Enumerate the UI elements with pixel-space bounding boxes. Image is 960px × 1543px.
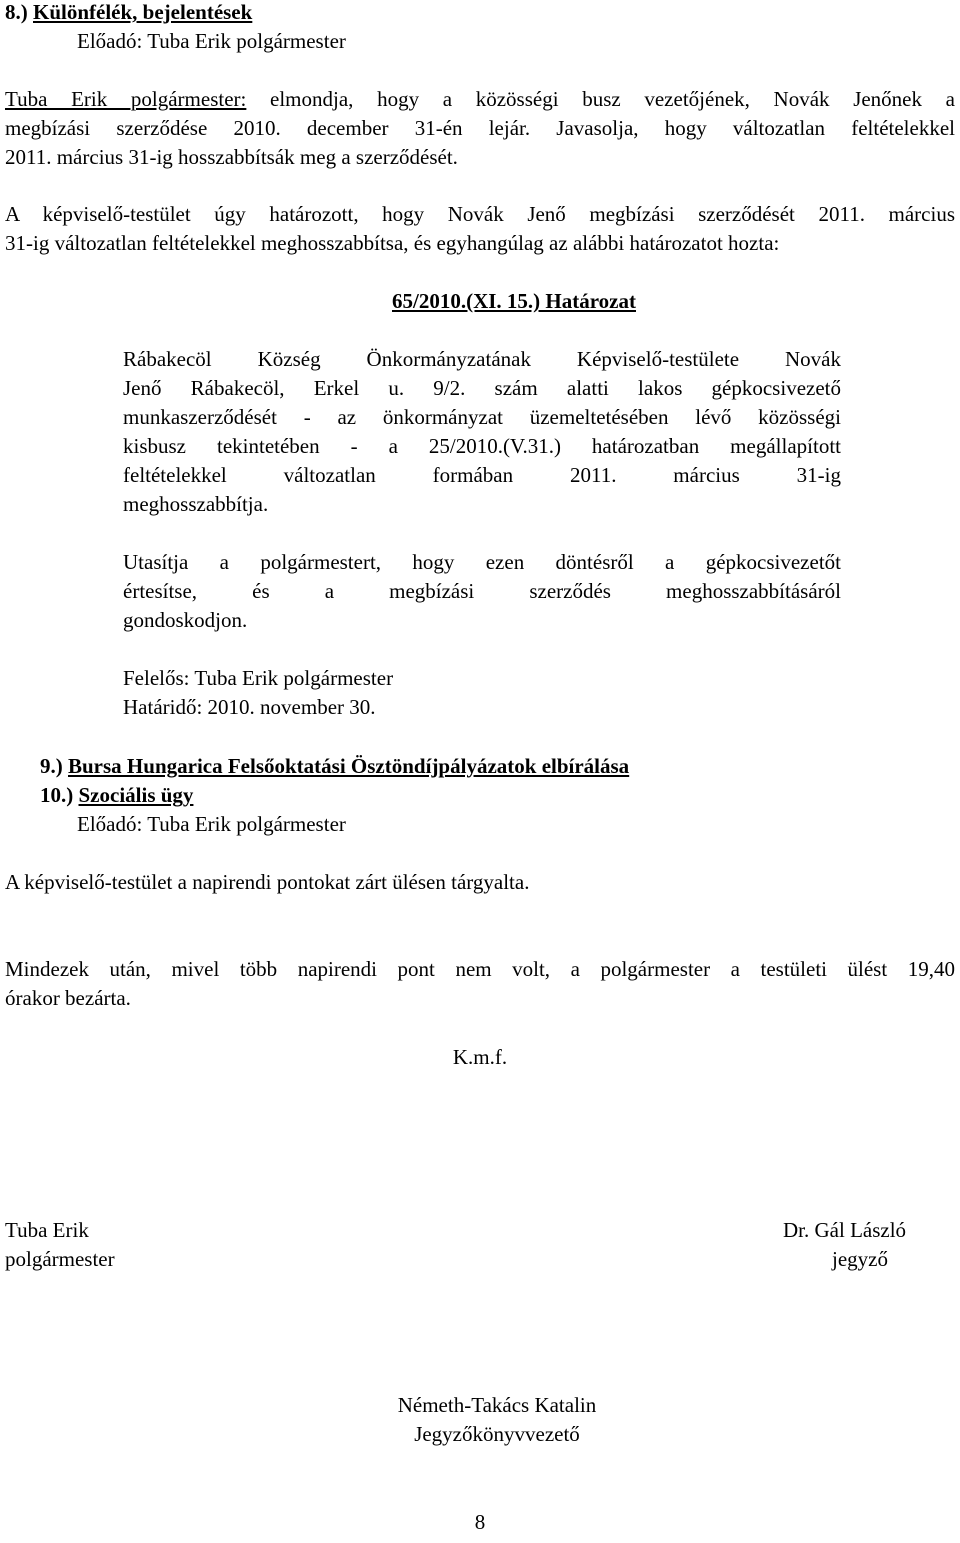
speaker-label: Tuba Erik polgármester: <box>5 87 247 111</box>
para2-line1: A képviselő-testület úgy határozott, hogy Novák Jenő megbízási szerződését 2011. március <box>5 202 955 226</box>
mayor-name: Tuba Erik <box>5 1218 89 1242</box>
mayor-title: polgármester <box>5 1247 115 1271</box>
resolution-heading: 65/2010.(XI. 15.) Határozat <box>392 289 636 313</box>
instruction-line: Utasítja a polgármestert, hogy ezen döntésről a gépkocsivezetőt <box>123 550 841 574</box>
section-9-heading <box>40 752 629 781</box>
resolution-line: Jenő Rábakecöl, Erkel u. 9/2. szám alatti lakos gépkocsivezető <box>123 376 841 400</box>
resolution-line: kisbusz tekintetében - a 25/2010.(V.31.) határozatban megállapított <box>123 434 841 458</box>
notary-title: jegyző <box>832 1247 888 1271</box>
resolution-line: meghosszabbítja. <box>123 492 269 516</box>
section-10-title: Szociális ügy <box>78 783 194 807</box>
closed-session-note: A képviselő-testület a napirendi pontokat zárt ülésen tárgyalta. <box>5 870 530 894</box>
recorder-title: Jegyzőkönyvvezető <box>414 1422 580 1446</box>
section-10-number: 10.) <box>40 783 74 807</box>
page-number: 8 <box>474 1510 486 1534</box>
resolution-line: Rábakecöl Község Önkormányzatának Képviselő-testülete Novák <box>123 347 841 371</box>
section-8-title: Különfélék, bejelentések <box>33 0 253 24</box>
para2-line2: 31-ig változatlan feltételekkel meghosszabbítsa, és egyhangúlag az alábbi határozatot hozta: <box>5 231 780 255</box>
section-9-number: 9.) <box>40 754 63 778</box>
deadline: Határidő: 2010. november 30. <box>123 695 376 719</box>
para1-line1-text: elmondja, hogy a közösségi busz vezetőjének, Novák Jenőnek a <box>246 87 955 111</box>
closing-line2: órakor bezárta. <box>5 986 131 1010</box>
kmf: K.m.f. <box>452 1045 508 1069</box>
notary-name: Dr. Gál László <box>783 1218 907 1242</box>
section-9-title: Bursa Hungarica Felsőoktatási Ösztöndíjpályázatok elbírálása <box>68 754 630 778</box>
closing-line1: Mindezek után, mivel több napirendi pont nem volt, a polgármester a testületi ülést 19,40 <box>5 957 955 981</box>
para1-line3: 2011. március 31-ig hosszabbítsák meg a szerződését. <box>5 145 458 169</box>
para1-line1 <box>5 85 955 114</box>
resolution-line: feltételekkel változatlan formában 2011. március 31-ig <box>123 463 841 487</box>
section-10-heading <box>40 781 193 810</box>
instruction-line: gondoskodjon. <box>123 608 248 632</box>
section-8-number: 8.) <box>5 0 28 24</box>
section-8-presenter: Előadó: Tuba Erik polgármester <box>77 29 346 53</box>
resolution-line: munkaszerződését - az önkormányzat üzemeltetésében lévő közösségi <box>123 405 841 429</box>
section-8-heading <box>5 0 252 27</box>
responsible: Felelős: Tuba Erik polgármester <box>123 666 394 690</box>
section-10-presenter: Előadó: Tuba Erik polgármester <box>77 812 346 836</box>
recorder-name: Németh-Takács Katalin <box>397 1393 597 1417</box>
instruction-line: értesítse, és a megbízási szerződés meghosszabbításáról <box>123 579 841 603</box>
para1-line2: megbízási szerződése 2010. december 31-én lejár. Javasolja, hogy változatlan feltételekkel <box>5 116 955 140</box>
